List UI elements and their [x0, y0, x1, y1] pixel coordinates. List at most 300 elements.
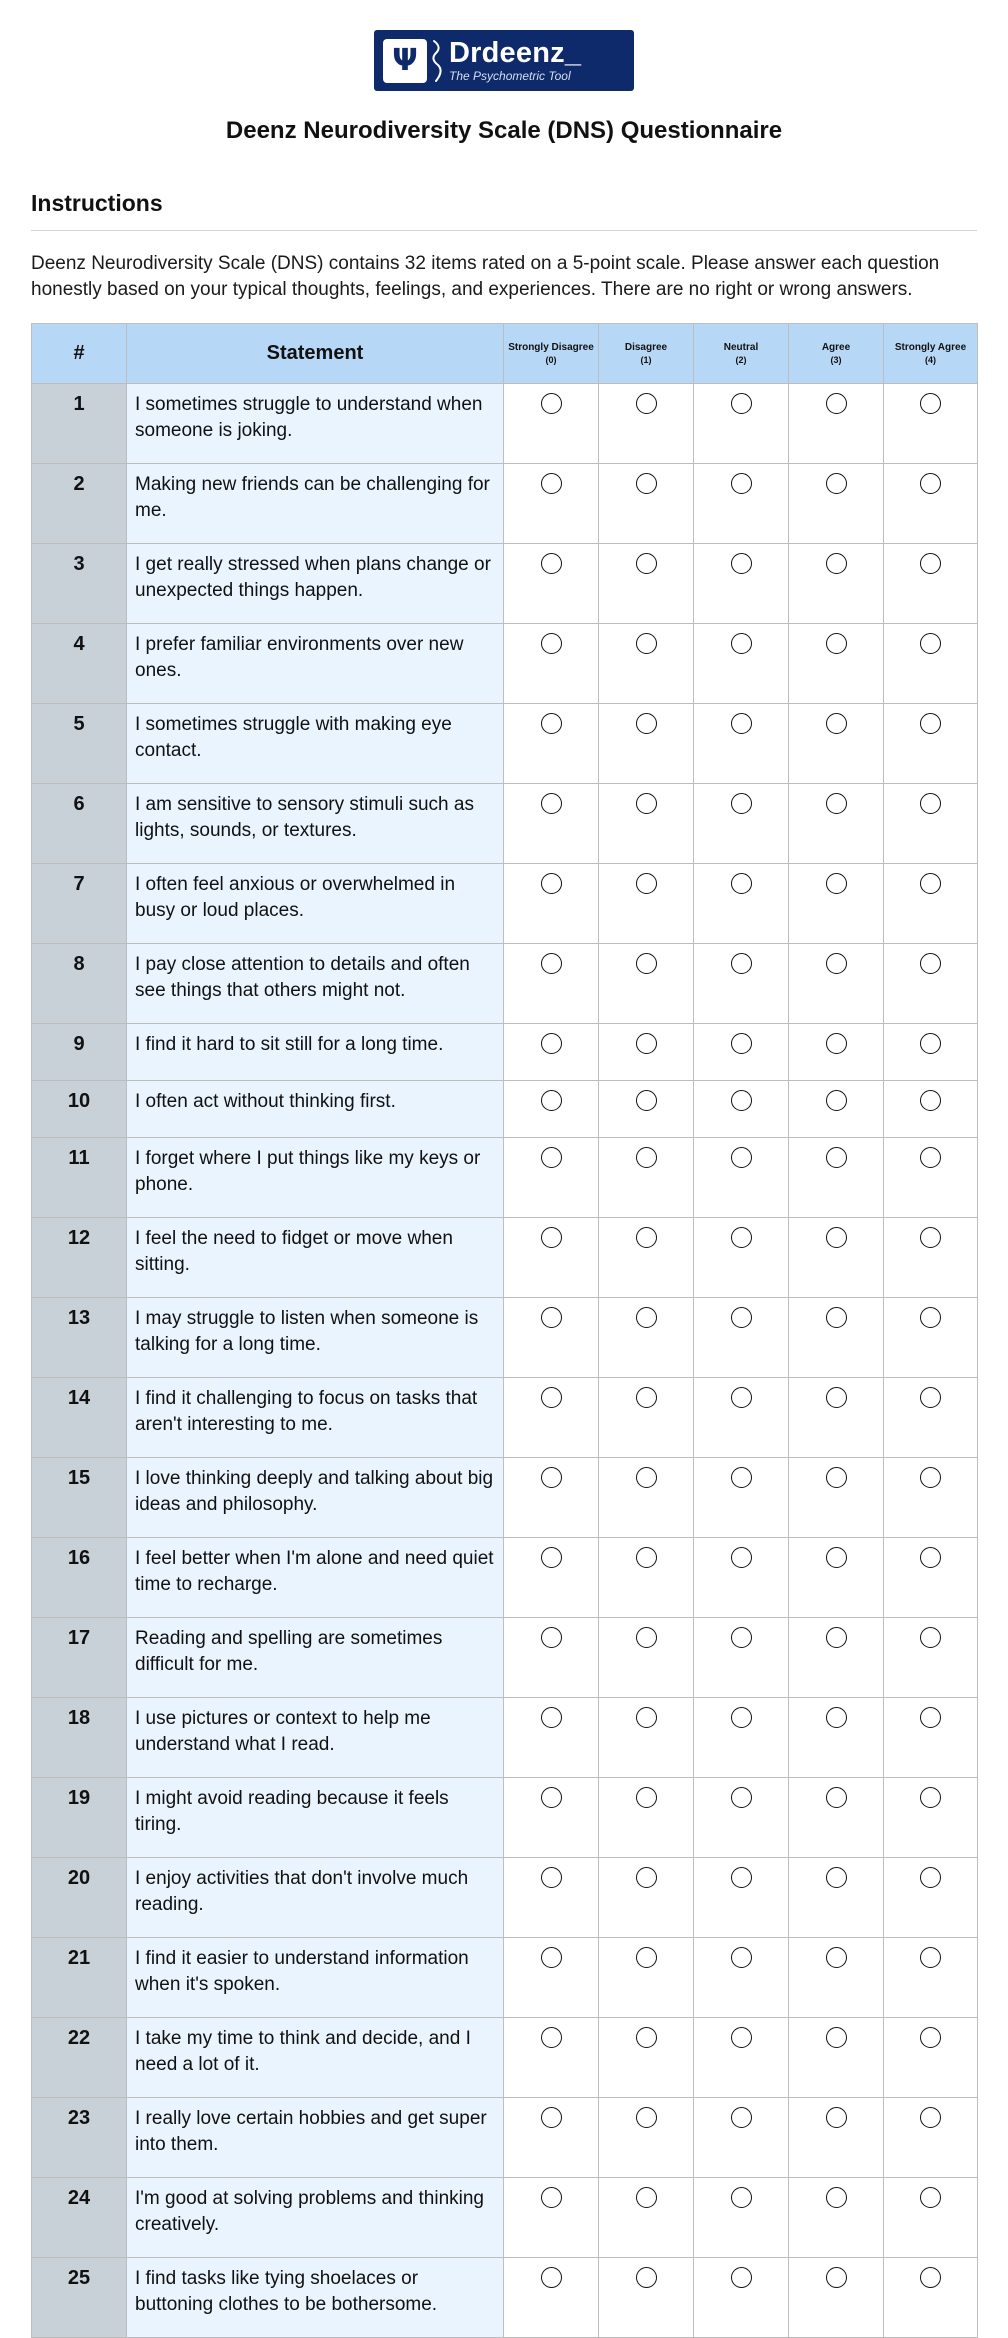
option-cell-agree [789, 2178, 884, 2258]
table-row [32, 1458, 978, 1538]
option-cell-strongly-disagree [504, 2258, 599, 2338]
radio-disagree[interactable] [636, 2027, 657, 2048]
radio-strongly-disagree[interactable] [541, 953, 562, 974]
page-title: Deenz Neurodiversity Scale (DNS) Questionnaire [225, 117, 783, 144]
item-number: 22 [32, 2018, 127, 2098]
option-cell-neutral [694, 1024, 789, 1081]
option-cell-neutral [694, 2098, 789, 2178]
option-cell-disagree [599, 704, 694, 784]
psi-logo-icon: Ψ [383, 39, 427, 83]
option-cell-strongly-agree [884, 1378, 978, 1458]
item-statement: Reading and spelling are sometimes difficult for me. [127, 1618, 504, 1698]
radio-strongly-agree[interactable] [920, 1787, 941, 1808]
option-label: Strongly Disagree [508, 341, 594, 353]
option-cell-strongly-agree [884, 384, 978, 464]
radio-strongly-agree[interactable] [920, 553, 941, 574]
radio-strongly-disagree[interactable] [541, 1467, 562, 1488]
radio-neutral[interactable] [731, 1947, 752, 1968]
radio-neutral[interactable] [731, 473, 752, 494]
radio-agree[interactable] [826, 1627, 847, 1648]
option-cell-agree [789, 1858, 884, 1938]
radio-disagree[interactable] [636, 2267, 657, 2288]
option-code: (1) [640, 354, 652, 365]
header-option-strongly-disagree [504, 324, 599, 384]
radio-agree[interactable] [826, 2267, 847, 2288]
radio-strongly-disagree[interactable] [541, 1090, 562, 1111]
instructions-text: Deenz Neurodiversity Scale (DNS) contains 32 items rated on a 5-point scale. Please answer each question honestly based on your typical thoughts, feelings, and experiences. There are no right or wrong answers. [31, 253, 940, 300]
option-label: Strongly Agree [894, 341, 967, 353]
radio-disagree[interactable] [636, 553, 657, 574]
radio-agree[interactable] [826, 553, 847, 574]
item-statement: I may struggle to listen when someone is talking for a long time. [127, 1298, 504, 1378]
option-label: Agree [821, 341, 851, 353]
option-label: Disagree [624, 341, 668, 353]
item-statement: I often act without thinking first. [127, 1081, 504, 1138]
option-cell-strongly-disagree [504, 784, 599, 864]
radio-strongly-agree[interactable] [920, 1467, 941, 1488]
option-cell-strongly-disagree [504, 384, 599, 464]
radio-strongly-agree[interactable] [920, 2267, 941, 2288]
option-cell-agree [789, 1698, 884, 1778]
option-cell-disagree [599, 384, 694, 464]
radio-strongly-agree[interactable] [920, 2187, 941, 2208]
radio-agree[interactable] [826, 473, 847, 494]
radio-strongly-disagree[interactable] [541, 1947, 562, 1968]
radio-neutral[interactable] [731, 2187, 752, 2208]
radio-strongly-disagree[interactable] [541, 2267, 562, 2288]
radio-agree[interactable] [826, 2187, 847, 2208]
radio-disagree[interactable] [636, 793, 657, 814]
option-cell-disagree [599, 1938, 694, 2018]
item-statement: I am sensitive to sensory stimuli such as lights, sounds, or textures. [127, 784, 504, 864]
radio-disagree[interactable] [636, 1147, 657, 1168]
option-cell-strongly-disagree [504, 1138, 599, 1218]
option-cell-strongly-agree [884, 1298, 978, 1378]
table-row [32, 864, 978, 944]
option-cell-strongly-agree [884, 1538, 978, 1618]
radio-disagree[interactable] [636, 1787, 657, 1808]
option-cell-strongly-disagree [504, 1218, 599, 1298]
radio-strongly-disagree[interactable] [541, 1147, 562, 1168]
option-cell-strongly-disagree [504, 704, 599, 784]
item-number: 14 [32, 1378, 127, 1458]
option-cell-neutral [694, 384, 789, 464]
radio-neutral[interactable] [731, 713, 752, 734]
radio-disagree[interactable] [636, 873, 657, 894]
radio-strongly-agree[interactable] [920, 2027, 941, 2048]
item-statement: Making new friends can be challenging for me. [127, 464, 504, 544]
item-statement: I sometimes struggle to understand when someone is joking. [127, 384, 504, 464]
radio-disagree[interactable] [636, 473, 657, 494]
radio-agree[interactable] [826, 1787, 847, 1808]
option-cell-neutral [694, 2018, 789, 2098]
radio-strongly-agree[interactable] [920, 1090, 941, 1111]
table-row [32, 544, 978, 624]
table-row [32, 1378, 978, 1458]
item-statement: I find tasks like tying shoelaces or buttoning clothes to be bothersome. [127, 2258, 504, 2338]
radio-neutral[interactable] [731, 1387, 752, 1408]
radio-agree[interactable] [826, 633, 847, 654]
table-row [32, 464, 978, 544]
radio-strongly-disagree[interactable] [541, 553, 562, 574]
radio-strongly-disagree[interactable] [541, 473, 562, 494]
item-number: 19 [32, 1778, 127, 1858]
radio-strongly-agree[interactable] [920, 2107, 941, 2128]
option-cell-neutral [694, 1938, 789, 2018]
table-row [32, 1138, 978, 1218]
radio-strongly-agree[interactable] [920, 1707, 941, 1728]
instructions-heading: Instructions [31, 190, 977, 231]
option-cell-strongly-agree [884, 464, 978, 544]
radio-disagree[interactable] [636, 1227, 657, 1248]
item-number: 10 [32, 1081, 127, 1138]
radio-disagree[interactable] [636, 1090, 657, 1111]
radio-agree[interactable] [826, 1227, 847, 1248]
option-label: Neutral [723, 341, 759, 353]
radio-agree[interactable] [826, 2107, 847, 2128]
option-cell-disagree [599, 1698, 694, 1778]
option-cell-strongly-agree [884, 864, 978, 944]
radio-agree[interactable] [826, 1467, 847, 1488]
radio-strongly-disagree[interactable] [541, 1707, 562, 1728]
table-row [32, 1298, 978, 1378]
item-number: 25 [32, 2258, 127, 2338]
radio-neutral[interactable] [731, 1547, 752, 1568]
option-cell-strongly-disagree [504, 2178, 599, 2258]
radio-strongly-disagree[interactable] [541, 2027, 562, 2048]
radio-disagree[interactable] [636, 2107, 657, 2128]
option-cell-neutral [694, 1618, 789, 1698]
option-cell-disagree [599, 544, 694, 624]
radio-strongly-agree[interactable] [920, 953, 941, 974]
radio-strongly-disagree[interactable] [541, 393, 562, 414]
option-cell-agree [789, 464, 884, 544]
option-cell-strongly-disagree [504, 1618, 599, 1698]
radio-disagree[interactable] [636, 1547, 657, 1568]
option-cell-disagree [599, 1778, 694, 1858]
radio-strongly-disagree[interactable] [541, 1227, 562, 1248]
item-number: 11 [32, 1138, 127, 1218]
table-row [32, 1778, 978, 1858]
radio-strongly-disagree[interactable] [541, 1387, 562, 1408]
radio-neutral[interactable] [731, 1867, 752, 1888]
option-cell-strongly-disagree [504, 464, 599, 544]
option-code: (4) [925, 354, 936, 365]
radio-strongly-agree[interactable] [920, 1387, 941, 1408]
option-cell-neutral [694, 1778, 789, 1858]
option-cell-strongly-disagree [504, 624, 599, 704]
table-row [32, 1618, 978, 1698]
option-cell-disagree [599, 1458, 694, 1538]
option-cell-strongly-disagree [504, 1024, 599, 1081]
radio-disagree[interactable] [636, 1307, 657, 1328]
option-cell-strongly-agree [884, 2178, 978, 2258]
option-cell-disagree [599, 2178, 694, 2258]
radio-disagree[interactable] [636, 1867, 657, 1888]
option-cell-strongly-disagree [504, 544, 599, 624]
radio-agree[interactable] [826, 793, 847, 814]
table-row [32, 944, 978, 1024]
option-cell-strongly-agree [884, 2018, 978, 2098]
radio-agree[interactable] [826, 873, 847, 894]
option-cell-strongly-agree [884, 544, 978, 624]
option-cell-neutral [694, 1218, 789, 1298]
radio-strongly-disagree[interactable] [541, 2107, 562, 2128]
option-cell-neutral [694, 1378, 789, 1458]
option-cell-strongly-disagree [504, 1938, 599, 2018]
radio-neutral[interactable] [731, 953, 752, 974]
option-cell-neutral [694, 1458, 789, 1538]
item-number: 17 [32, 1618, 127, 1698]
option-cell-agree [789, 864, 884, 944]
radio-neutral[interactable] [731, 633, 752, 654]
option-cell-agree [789, 1298, 884, 1378]
option-cell-strongly-agree [884, 1778, 978, 1858]
option-cell-disagree [599, 2258, 694, 2338]
radio-disagree[interactable] [636, 1627, 657, 1648]
radio-agree[interactable] [826, 2027, 847, 2048]
option-cell-agree [789, 1081, 884, 1138]
option-cell-strongly-agree [884, 1218, 978, 1298]
radio-neutral[interactable] [731, 1307, 752, 1328]
table-row [32, 1938, 978, 2018]
radio-strongly-agree[interactable] [920, 1147, 941, 1168]
table-row [32, 1081, 978, 1138]
option-cell-strongly-agree [884, 704, 978, 784]
option-cell-agree [789, 1024, 884, 1081]
table-row [32, 1698, 978, 1778]
item-number: 8 [32, 944, 127, 1024]
option-cell-strongly-agree [884, 1081, 978, 1138]
option-code: (3) [830, 354, 842, 365]
radio-strongly-agree[interactable] [920, 873, 941, 894]
item-number: 4 [32, 624, 127, 704]
table-row [32, 1858, 978, 1938]
radio-disagree[interactable] [636, 633, 657, 654]
item-number: 1 [32, 384, 127, 464]
option-cell-strongly-disagree [504, 1858, 599, 1938]
radio-agree[interactable] [826, 713, 847, 734]
header-option-neutral [694, 324, 789, 384]
option-cell-strongly-agree [884, 1698, 978, 1778]
option-cell-strongly-agree [884, 624, 978, 704]
item-number: 21 [32, 1938, 127, 2018]
option-cell-disagree [599, 2018, 694, 2098]
radio-neutral[interactable] [731, 2267, 752, 2288]
option-cell-strongly-agree [884, 944, 978, 1024]
radio-disagree[interactable] [636, 2187, 657, 2208]
item-number: 6 [32, 784, 127, 864]
option-cell-neutral [694, 944, 789, 1024]
wave-logo-icon [431, 38, 445, 84]
option-cell-disagree [599, 624, 694, 704]
option-cell-agree [789, 1218, 884, 1298]
option-cell-strongly-agree [884, 2258, 978, 2338]
option-cell-agree [789, 1618, 884, 1698]
item-statement: I use pictures or context to help me understand what I read. [127, 1698, 504, 1778]
radio-agree[interactable] [826, 1707, 847, 1728]
radio-neutral[interactable] [731, 793, 752, 814]
radio-agree[interactable] [826, 1387, 847, 1408]
option-cell-strongly-agree [884, 1858, 978, 1938]
radio-strongly-agree[interactable] [920, 713, 941, 734]
item-number: 2 [32, 464, 127, 544]
option-cell-disagree [599, 1858, 694, 1938]
option-cell-neutral [694, 1138, 789, 1218]
header-statement: Statement [127, 324, 504, 384]
option-cell-disagree [599, 1024, 694, 1081]
radio-agree[interactable] [826, 393, 847, 414]
radio-disagree[interactable] [636, 393, 657, 414]
radio-neutral[interactable] [731, 1627, 752, 1648]
radio-strongly-agree[interactable] [920, 393, 941, 414]
option-cell-disagree [599, 1081, 694, 1138]
radio-agree[interactable] [826, 1947, 847, 1968]
radio-strongly-disagree[interactable] [541, 1627, 562, 1648]
option-cell-neutral [694, 464, 789, 544]
radio-agree[interactable] [826, 1547, 847, 1568]
option-cell-disagree [599, 2098, 694, 2178]
radio-strongly-agree[interactable] [920, 1867, 941, 1888]
item-statement: I find it hard to sit still for a long time. [127, 1024, 504, 1081]
radio-disagree[interactable] [636, 1467, 657, 1488]
option-cell-disagree [599, 864, 694, 944]
radio-strongly-disagree[interactable] [541, 1547, 562, 1568]
radio-disagree[interactable] [636, 1033, 657, 1054]
radio-neutral[interactable] [731, 553, 752, 574]
radio-strongly-disagree[interactable] [541, 873, 562, 894]
table-row [32, 2258, 978, 2338]
radio-neutral[interactable] [731, 1787, 752, 1808]
radio-disagree[interactable] [636, 953, 657, 974]
item-statement: I pay close attention to details and often see things that others might not. [127, 944, 504, 1024]
radio-strongly-agree[interactable] [920, 1227, 941, 1248]
option-cell-strongly-disagree [504, 864, 599, 944]
radio-disagree[interactable] [636, 1947, 657, 1968]
item-number: 18 [32, 1698, 127, 1778]
radio-neutral[interactable] [731, 1467, 752, 1488]
item-statement: I prefer familiar environments over new ones. [127, 624, 504, 704]
item-statement: I sometimes struggle with making eye contact. [127, 704, 504, 784]
item-number: 23 [32, 2098, 127, 2178]
item-number: 5 [32, 704, 127, 784]
option-cell-agree [789, 384, 884, 464]
table-row [32, 1538, 978, 1618]
radio-neutral[interactable] [731, 1227, 752, 1248]
radio-strongly-agree[interactable] [920, 1547, 941, 1568]
radio-disagree[interactable] [636, 1387, 657, 1408]
header-number: # [32, 324, 127, 384]
option-cell-strongly-disagree [504, 1081, 599, 1138]
radio-strongly-agree[interactable] [920, 1033, 941, 1054]
logo-tagline: The Psychometric Tool [449, 69, 571, 83]
radio-agree[interactable] [826, 1033, 847, 1054]
option-cell-agree [789, 624, 884, 704]
radio-strongly-agree[interactable] [920, 633, 941, 654]
option-cell-neutral [694, 544, 789, 624]
header-option-disagree [599, 324, 694, 384]
radio-strongly-disagree[interactable] [541, 1307, 562, 1328]
option-code: (2) [735, 354, 747, 365]
table-row [32, 784, 978, 864]
radio-strongly-disagree[interactable] [541, 633, 562, 654]
option-cell-agree [789, 784, 884, 864]
item-number: 15 [32, 1458, 127, 1538]
radio-strongly-disagree[interactable] [541, 713, 562, 734]
radio-agree[interactable] [826, 1867, 847, 1888]
option-cell-strongly-disagree [504, 1538, 599, 1618]
radio-agree[interactable] [826, 1090, 847, 1111]
option-cell-agree [789, 2018, 884, 2098]
option-cell-agree [789, 704, 884, 784]
radio-strongly-agree[interactable] [920, 473, 941, 494]
radio-agree[interactable] [826, 1307, 847, 1328]
item-statement: I'm good at solving problems and thinking creatively. [127, 2178, 504, 2258]
item-statement: I love thinking deeply and talking about big ideas and philosophy. [127, 1458, 504, 1538]
table-row [32, 624, 978, 704]
option-cell-agree [789, 2098, 884, 2178]
radio-agree[interactable] [826, 1147, 847, 1168]
item-number: 16 [32, 1538, 127, 1618]
item-statement: I might avoid reading because it feels tiring. [127, 1778, 504, 1858]
option-cell-strongly-disagree [504, 944, 599, 1024]
radio-strongly-disagree[interactable] [541, 793, 562, 814]
radio-strongly-agree[interactable] [920, 1307, 941, 1328]
radio-neutral[interactable] [731, 873, 752, 894]
table-row [32, 2018, 978, 2098]
radio-neutral[interactable] [731, 2107, 752, 2128]
radio-strongly-disagree[interactable] [541, 1033, 562, 1054]
table-row [32, 384, 978, 464]
option-cell-strongly-disagree [504, 1298, 599, 1378]
option-cell-strongly-agree [884, 1138, 978, 1218]
radio-neutral[interactable] [731, 2027, 752, 2048]
item-statement: I enjoy activities that don't involve much reading. [127, 1858, 504, 1938]
item-statement: I often feel anxious or overwhelmed in busy or loud places. [127, 864, 504, 944]
item-statement: I find it easier to understand information when it's spoken. [127, 1938, 504, 2018]
table-row [32, 1024, 978, 1081]
option-cell-neutral [694, 1081, 789, 1138]
radio-neutral[interactable] [731, 393, 752, 414]
radio-strongly-agree[interactable] [920, 793, 941, 814]
option-cell-agree [789, 1938, 884, 2018]
radio-disagree[interactable] [636, 1707, 657, 1728]
radio-neutral[interactable] [731, 1033, 752, 1054]
option-cell-strongly-agree [884, 2098, 978, 2178]
radio-agree[interactable] [826, 953, 847, 974]
radio-strongly-disagree[interactable] [541, 1867, 562, 1888]
radio-strongly-disagree[interactable] [541, 2187, 562, 2208]
option-cell-neutral [694, 2178, 789, 2258]
header-option-agree [789, 324, 884, 384]
option-cell-agree [789, 944, 884, 1024]
radio-neutral[interactable] [731, 1707, 752, 1728]
radio-strongly-agree[interactable] [920, 1947, 941, 1968]
option-cell-neutral [694, 2258, 789, 2338]
radio-strongly-disagree[interactable] [541, 1787, 562, 1808]
option-cell-neutral [694, 624, 789, 704]
option-cell-neutral [694, 704, 789, 784]
radio-strongly-agree[interactable] [920, 1627, 941, 1648]
option-cell-agree [789, 1138, 884, 1218]
table-row [32, 704, 978, 784]
questionnaire-table [31, 323, 978, 2338]
radio-neutral[interactable] [731, 1147, 752, 1168]
radio-neutral[interactable] [731, 1090, 752, 1111]
option-cell-agree [789, 544, 884, 624]
radio-disagree[interactable] [636, 713, 657, 734]
option-cell-strongly-disagree [504, 1458, 599, 1538]
